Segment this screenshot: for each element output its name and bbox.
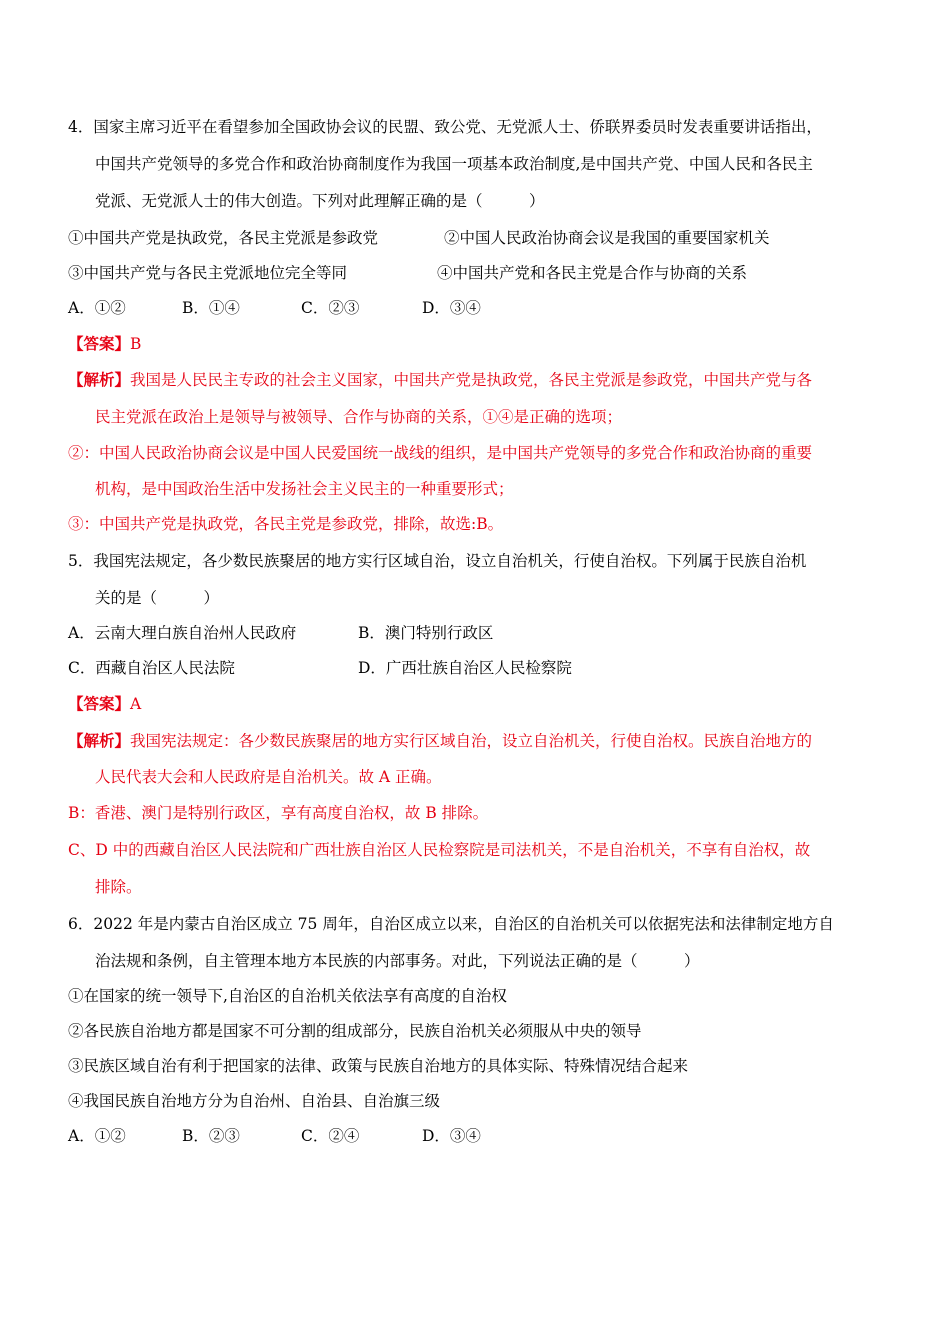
q4-stem-line-1: 4．国家主席习近平在看望参加全国政协会议的民盟、致公党、无党派人士、侨联界委员时发表重要讲话指出， [68,118,822,136]
q6-option-d: D．③④ [422,1127,481,1145]
q6-option-b: B．②③ [182,1127,240,1145]
q4-analysis-line-5: ③：中国共产党是执政党，各民主党是参政党，排除，故选:B。 [68,515,504,533]
q4-analysis-line-2: 民主党派在政治上是领导与被领导、合作与协商的关系，①④是正确的选项； [95,408,623,426]
q6-statement-3: ③民族区域自治有利于把国家的法律、政策与民族自治地方的具体实际、特殊情况结合起来 [68,1057,689,1075]
q4-option-d: D．③④ [422,299,481,317]
q4-stem-line-3: 党派、无党派人士的伟大创造。下列对此理解正确的是（ ） [95,192,545,210]
q6-option-c: C．②④ [301,1127,360,1145]
q4-option-b: B．①④ [182,299,240,317]
q6-statement-2: ②各民族自治地方都是国家不可分割的组成部分，民族自治机关必须服从中央的领导 [68,1022,642,1040]
q4-analysis-tag: 【解析】 [68,370,131,389]
q5-option-b: B．澳门特别行政区 [358,624,494,642]
q4-analysis-line-4: 机构，是中国政治生活中发扬社会主义民主的一种重要形式； [95,480,514,498]
q5-answer [68,693,141,715]
q4-option-c: C．②③ [301,299,360,317]
q5-analysis-line-1 [68,730,812,752]
q4-statement-3: ③中国共产党与各民主党派地位完全等同 [68,264,348,282]
q5-analysis-line-3: B：香港、澳门是特别行政区，享有高度自治权，故 B 排除。 [68,804,489,822]
q5-option-d: D．广西壮族自治区人民检察院 [358,659,572,677]
q5-analysis-tag: 【解析】 [68,731,131,750]
q5-option-c: C．西藏自治区人民法院 [68,659,235,677]
q4-statement-1: ①中国共产党是执政党，各民主党派是参政党 [68,229,379,247]
q4-answer-value: B [130,335,142,353]
q5-stem-line-2: 关的是（ ） [95,589,220,607]
q6-stem-line-2: 治法规和条例，自主管理本地方本民族的内部事务。对此，下列说法正确的是（ ） [95,952,700,970]
q4-option-a: A．①② [68,299,126,317]
q5-analysis-line-5: 排除。 [95,878,142,896]
q4-statement-2: ②中国人民政治协商会议是我国的重要国家机关 [444,229,770,247]
q4-answer [68,333,141,355]
q6-stem-line-1: 6．2022 年是内蒙古自治区成立 75 周年，自治区成立以来，自治区的自治机关可以依据宪法和法律制定地方自 [68,915,834,933]
q4-analysis-line-1 [68,369,812,391]
q5-stem-line-1: 5．我国宪法规定，各少数民族聚居的地方实行区域自治，设立自治机关，行使自治权。下列属于民族自治机 [68,552,807,570]
q4-stem-line-2: 中国共产党领导的多党合作和政治协商制度作为我国一项基本政治制度,是中国共产党、中国人民和各民主 [95,155,813,173]
q5-analysis-line-4: C、D 中的西藏自治区人民法院和广西壮族自治区人民检察院是司法机关，不是自治机关，不享有自治权，故 [68,841,811,859]
q6-statement-1: ①在国家的统一领导下,自治区的自治机关依法享有高度的自治权 [68,987,507,1005]
q4-analysis-line-3: ②：中国人民政治协商会议是中国人民爱国统一战线的组织，是中国共产党领导的多党合作和政治协商的重要 [68,444,813,462]
q5-answer-tag: 【答案】 [68,694,131,713]
q4-statement-4: ④中国共产党和各民主党是合作与协商的关系 [437,264,748,282]
q6-option-a: A．①② [68,1127,126,1145]
q5-answer-value: A [130,695,142,713]
q5-analysis-line-2: 人民代表大会和人民政府是自治机关。故 A 正确。 [95,768,442,786]
q4-answer-tag: 【答案】 [68,334,131,353]
q5-option-a: A．云南大理白族自治州人民政府 [68,624,297,642]
q5-analysis-text-1: 我国宪法规定：各少数民族聚居的地方实行区域自治，设立自治机关，行使自治权。民族自治地方的 [130,732,813,750]
q6-statement-4: ④我国民族自治地方分为自治州、自治县、自治旗三级 [68,1092,441,1110]
q4-analysis-text-1: 我国是人民民主专政的社会主义国家，中国共产党是执政党，各民主党派是参政党，中国共产党与各 [130,371,813,389]
